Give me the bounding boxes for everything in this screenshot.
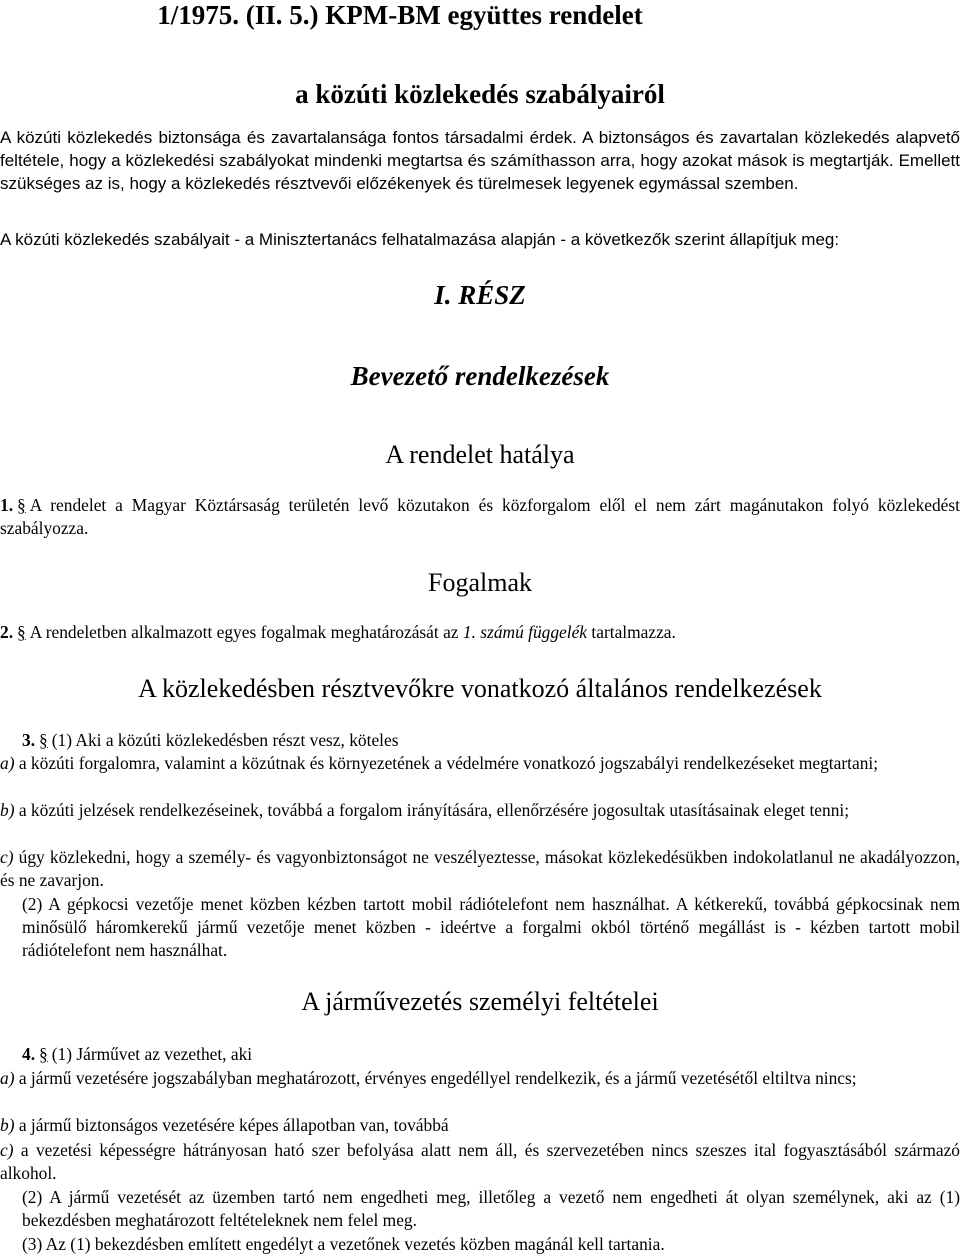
section-text: A rendelet a Magyar Köztársaság területén levő közutakon és közforgalom elől el nem zárt magánutakon folyó közlekedést szabályozza.	[0, 495, 960, 538]
section-3-intro	[0, 729, 960, 752]
section-heading-concepts: Fogalmak	[428, 568, 532, 597]
section-text: tartalmazza.	[591, 622, 676, 642]
list-marker: b)	[0, 1115, 15, 1135]
section-3-paragraph-2: (2) A gépkocsi vezetője menet közben kézben tartott mobil rádiótelefont nem használhat. A kétkerekű, továbbá gépkocsinak nem minősülő háromkerekű jármű vezetője menet közben - ideértve a forgalmi okból történő megállást is - kézben tartott mobil rádiótelefont nem használhat.	[22, 894, 960, 960]
list-item-text: a vezetési képességre hátrányosan ható szer befolyása alatt nem áll, és szervezetében nincs szeszes ital fogyasztásából származó alkohol.	[0, 1140, 960, 1183]
document-title: 1/1975. (II. 5.) KPM-BM együttes rendelet	[157, 0, 643, 30]
preamble-paragraph: A közúti közlekedés szabályait - a Minisztertanács felhatalmazása alapján - a következők szerint állapítjuk meg:	[0, 230, 840, 249]
section-2-paragraph	[0, 621, 960, 644]
section-text: A rendeletben alkalmazott egyes fogalmak meghatározását az	[29, 622, 459, 642]
section-number: 4.	[22, 1044, 36, 1064]
list-item-text: a jármű biztonságos vezetésére képes állapotban van, továbbá	[18, 1115, 449, 1135]
section-heading-general: A közlekedésben résztvevőkre vonatkozó általános rendelkezések	[138, 674, 822, 703]
section-heading-scope: A rendelet hatálya	[385, 440, 575, 469]
section-4-intro	[0, 1043, 960, 1066]
list-marker: c)	[0, 847, 14, 867]
list-marker: b)	[0, 800, 15, 820]
preamble-paragraph: A közúti közlekedés biztonsága és zavartalansága fontos társadalmi érdek. A biztonságos és zavartalan közlekedés alapvető feltétele, hogy a közlekedési szabályokat mindenki megtartsa és számíthasson arra, hogy azokat mások is megtartják. Emellett szükséges az is, hogy a közlekedés résztvevői előzékenyek és türelmesek legyenek egymással szemben.	[0, 128, 960, 193]
list-item-text: a közúti forgalomra, valamint a közútnak és környezetének a védelmére vonatkozó jogszabályi rendelkezéseket megtartani;	[18, 753, 879, 773]
part-title: Bevezető rendelkezések	[350, 361, 610, 391]
list-item	[0, 1114, 960, 1137]
part-heading: I. RÉSZ	[434, 280, 526, 310]
section-sign: §	[39, 1044, 48, 1064]
list-marker: a)	[0, 753, 15, 773]
list-item	[0, 1067, 960, 1090]
section-number: 3.	[22, 730, 36, 750]
section-sign: §	[17, 622, 26, 642]
list-marker: a)	[0, 1068, 15, 1088]
section-number: 2.	[0, 622, 14, 642]
appendix-reference: 1. számú függelék	[462, 622, 588, 642]
list-item	[0, 752, 960, 775]
document-subtitle: a közúti közlekedés szabályairól	[295, 79, 665, 109]
section-text: (1) Járművet az vezethet, aki	[51, 1044, 253, 1064]
section-1-paragraph	[0, 494, 960, 540]
section-4-paragraph-2: (2) A jármű vezetését az üzemben tartó nem engedheti meg, illetőleg a vezető nem engedheti át olyan személynek, aki az (1) bekezdésben meghatározott feltételeknek nem felel meg.	[22, 1187, 960, 1230]
section-sign: §	[17, 495, 26, 515]
section-number: 1.	[0, 495, 14, 515]
section-text: (1) Aki a közúti közlekedésben részt vesz, köteles	[51, 730, 399, 750]
list-item	[0, 846, 960, 892]
list-item	[0, 1139, 960, 1185]
list-item	[0, 799, 960, 822]
section-heading-driving: A járművezetés személyi feltételei	[301, 987, 659, 1016]
list-marker: c)	[0, 1140, 14, 1160]
list-item-text: a jármű vezetésére jogszabályban meghatározott, érvényes engedéllyel rendelkezik, és a jármű vezetésétől eltiltva nincs;	[18, 1068, 857, 1088]
list-item-text: a közúti jelzések rendelkezéseinek, továbbá a forgalom irányítására, ellenőrzésére jogosultak utasításainak eleget tenni;	[18, 800, 850, 820]
section-sign: §	[39, 730, 48, 750]
list-item-text: úgy közlekedni, hogy a személy- és vagyonbiztonságot ne veszélyeztesse, másokat közlekedésükben indokolatlanul ne akadályozzon, és ne zavarjon.	[0, 847, 960, 890]
section-4-paragraph-3: (3) Az (1) bekezdésben említett engedélyt a vezetőnek vezetés közben magánál kell tartania.	[22, 1234, 665, 1254]
